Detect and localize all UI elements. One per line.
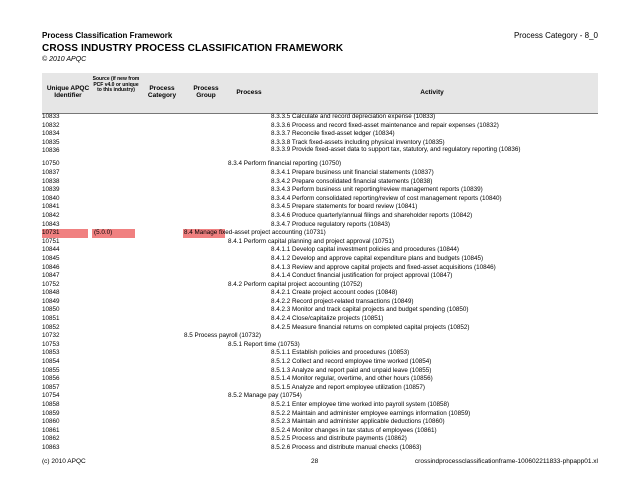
row-identifier: 10847 xyxy=(42,272,60,280)
row-activity-text: 8.4.1.3 Review and approve capital projects and fixed-asset acquisitions (10846) xyxy=(271,263,496,271)
row-identifier: 10862 xyxy=(42,435,60,443)
copyright-note: © 2010 APQC xyxy=(42,56,87,63)
row-activity-text: 8.4.2 Perform capital project accounting (10752) xyxy=(228,280,363,288)
row-activity-text: 8.5.1.2 Collect and record employee time worked (10854) xyxy=(271,358,432,366)
row-activity-text: 8.3.4.1 Prepare business unit financial statements (10837) xyxy=(271,168,434,176)
row-activity-text: 8.5.1.1 Establish policies and procedures (10853) xyxy=(271,349,410,357)
col-header-process: Process xyxy=(236,89,262,96)
row-activity-text: 8.3.4.5 Prepare statements for board review (10841) xyxy=(271,203,418,211)
table-row xyxy=(42,324,598,333)
row-identifier: 10856 xyxy=(42,375,60,383)
col-header-id: Unique APQC Identifier xyxy=(46,85,90,99)
row-identifier: 10848 xyxy=(42,289,60,297)
row-identifier: 10833 xyxy=(42,113,60,120)
row-activity-text: 8.4.1.2 Develop and approve capital expenditure plans and budgets (10845) xyxy=(271,254,484,262)
row-identifier: 10835 xyxy=(42,138,60,146)
row-identifier: 10834 xyxy=(42,130,60,138)
row-activity-text: 8.4.2.5 Measure financial returns on completed capital projects (10852) xyxy=(271,323,470,331)
row-identifier: 10858 xyxy=(42,401,60,408)
row-activity-text: 8.4.2.3 Monitor and track capital projects and budget spending (10850) xyxy=(271,306,469,314)
table-body xyxy=(42,113,598,453)
row-activity-text: 8.3.3.9 Provide fixed-asset data to support tax, statutory, and regulatory reporting (10836) xyxy=(271,146,521,154)
row-activity-text: 8.5.1 Report time (10753) xyxy=(228,340,300,348)
header-left: Process Classification Framework xyxy=(42,31,173,40)
row-activity-text: 8.4.2.2 Record project-related transactions (10849) xyxy=(271,297,414,305)
table-row xyxy=(42,238,598,247)
table-row xyxy=(42,392,598,401)
table-row xyxy=(42,375,598,384)
row-identifier: 10842 xyxy=(42,211,60,219)
col-header-source: Source (if new from PCF v4.0 or unique to this industry) xyxy=(92,76,140,93)
row-identifier: 10863 xyxy=(42,443,60,451)
table-row xyxy=(42,315,598,324)
table-row xyxy=(42,341,598,350)
row-identifier: 10836 xyxy=(42,147,60,155)
row-identifier: 10854 xyxy=(42,358,60,366)
row-identifier: 10840 xyxy=(42,194,60,202)
row-activity-text: 8.4.1.1 Develop capital investment policies and procedures (10844) xyxy=(271,246,459,254)
table-row xyxy=(42,113,598,122)
table-row xyxy=(42,281,598,290)
footer-page-number: 28 xyxy=(311,458,319,465)
table-row xyxy=(42,169,598,178)
table-row xyxy=(42,435,598,444)
table-row xyxy=(42,147,598,160)
row-identifier: 10861 xyxy=(42,426,60,434)
row-identifier: 10845 xyxy=(42,254,60,262)
table-row xyxy=(42,367,598,376)
row-activity-text: 8.5.1.5 Analyze and report employee utilization (10857) xyxy=(271,383,426,391)
row-identifier: 10752 xyxy=(42,280,60,288)
row-identifier: 10754 xyxy=(42,392,60,400)
footer-left: (c) 2010 APQC xyxy=(42,458,86,465)
row-source: (5.0.0) xyxy=(94,229,113,237)
page-header xyxy=(42,31,598,40)
row-identifier: 10859 xyxy=(42,409,60,417)
row-activity-text: 8.4.2.1 Create project account codes (10848) xyxy=(271,289,398,297)
row-activity-text: 8.3.4.7 Produce regulatory reports (10843) xyxy=(271,220,391,228)
row-identifier: 10851 xyxy=(42,315,60,323)
row-identifier: 10732 xyxy=(42,332,60,340)
row-identifier: 10849 xyxy=(42,297,60,305)
row-identifier: 10843 xyxy=(42,220,60,228)
table-row xyxy=(42,401,598,410)
table-row xyxy=(42,186,598,195)
row-identifier: 10860 xyxy=(42,418,60,426)
row-activity-text: 8.5.2.5 Process and distribute payments (10862) xyxy=(271,435,407,443)
col-header-group: Process Group xyxy=(193,85,219,99)
row-identifier: 10841 xyxy=(42,203,60,211)
table-row xyxy=(42,272,598,281)
table-row xyxy=(42,410,598,419)
row-identifier: 10731 xyxy=(42,229,60,237)
row-activity-text: 8.5.1.4 Monitor regular, overtime, and other hours (10856) xyxy=(271,375,433,383)
footer-filename: crossindprocessclassificationframe-100602211833-phpapp01.xl xyxy=(414,458,598,465)
table-row xyxy=(42,122,598,131)
row-activity-text: 8.3.3.5 Calculate and record depreciation expense (10833) xyxy=(271,113,436,120)
row-activity-text: 8.3.4.2 Prepare consolidated financial statements (10838) xyxy=(271,177,433,185)
row-identifier: 10855 xyxy=(42,366,60,374)
table-row xyxy=(42,418,598,427)
row-identifier: 10850 xyxy=(42,306,60,314)
page-title: CROSS INDUSTRY PROCESS CLASSIFICATION FRAMEWORK xyxy=(42,43,344,54)
col-header-activity: Activity xyxy=(420,89,444,96)
table-row xyxy=(42,358,598,367)
table-row xyxy=(42,212,598,221)
table-row xyxy=(42,160,598,169)
row-activity-text: 8.3.3.6 Process and record fixed-asset maintenance and repair expenses (10832) xyxy=(271,121,499,129)
row-activity-text: 8.5.2.2 Maintain and administer employee earnings information (10859) xyxy=(271,409,471,417)
row-activity-text: 8.5.2.1 Enter employee time worked into payroll system (10858) xyxy=(271,401,450,408)
table-row xyxy=(42,229,598,238)
row-activity-text: 8.4.1.4 Conduct financial justification for project approval (10847) xyxy=(271,272,453,280)
row-activity-text: 8.3.4 Perform financial reporting (10750) xyxy=(228,160,342,168)
col-header-category: Process Category xyxy=(147,85,177,99)
header-right: Process Category - 8_0 xyxy=(513,31,598,40)
row-activity-text: 8.3.3.8 Track fixed-assets including physical inventory (10835) xyxy=(271,138,445,146)
row-identifier: 10837 xyxy=(42,168,60,176)
table-row xyxy=(42,264,598,273)
row-activity-text: 8.3.4.4 Perform consolidated reporting/review of cost management reports (10840) xyxy=(271,194,502,202)
row-identifier: 10852 xyxy=(42,323,60,331)
row-identifier: 10753 xyxy=(42,340,60,348)
row-activity-text: 8.5.2.4 Monitor changes in tax status of employees (10861) xyxy=(271,426,437,434)
table-row xyxy=(42,384,598,393)
table-row xyxy=(42,130,598,139)
row-identifier: 10751 xyxy=(42,237,60,245)
table-row xyxy=(42,221,598,230)
table-row xyxy=(42,298,598,307)
table-row xyxy=(42,178,598,187)
row-activity-text: 8.5.2.6 Process and distribute manual checks (10863) xyxy=(271,443,422,451)
row-identifier: 10832 xyxy=(42,121,60,129)
row-activity-text: 8.5.2.3 Maintain and administer applicable deductions (10860) xyxy=(271,418,445,426)
table-row xyxy=(42,289,598,298)
page-footer xyxy=(42,458,598,465)
row-activity-text: 8.5.2 Manage pay (10754) xyxy=(228,392,302,400)
row-activity-text: 8.3.3.7 Reconcile fixed-asset ledger (10834) xyxy=(271,130,395,138)
table-row xyxy=(42,203,598,212)
row-identifier: 10857 xyxy=(42,383,60,391)
column-header-row xyxy=(42,73,598,114)
table-row xyxy=(42,427,598,436)
row-activity-text: 8.5 Process payroll (10732) xyxy=(184,332,262,340)
row-activity-text: 8.4 Manage fixed-asset project accounting (10731) xyxy=(184,229,326,237)
table-row xyxy=(42,246,598,255)
table-row xyxy=(42,332,598,341)
row-identifier: 10838 xyxy=(42,177,60,185)
row-activity-text: 8.3.4.3 Perform business unit reporting/review management reports (10839) xyxy=(271,186,483,194)
row-identifier: 10853 xyxy=(42,349,60,357)
row-identifier: 10844 xyxy=(42,246,60,254)
row-activity-text: 8.5.1.3 Analyze and report paid and unpaid leave (10855) xyxy=(271,366,432,374)
row-activity-text: 8.4.2.4 Close/capitalize projects (10851) xyxy=(271,315,384,323)
row-identifier: 10839 xyxy=(42,186,60,194)
table-row xyxy=(42,349,598,358)
row-activity-text: 8.4.1 Perform capital planning and project approval (10751) xyxy=(228,237,394,245)
table-row xyxy=(42,195,598,204)
row-identifier: 10846 xyxy=(42,263,60,271)
row-activity-text: 8.3.4.6 Produce quarterly/annual filings and shareholder reports (10842) xyxy=(271,211,473,219)
table-row xyxy=(42,255,598,264)
row-identifier: 10750 xyxy=(42,160,60,168)
table-row xyxy=(42,444,598,453)
table-row xyxy=(42,306,598,315)
